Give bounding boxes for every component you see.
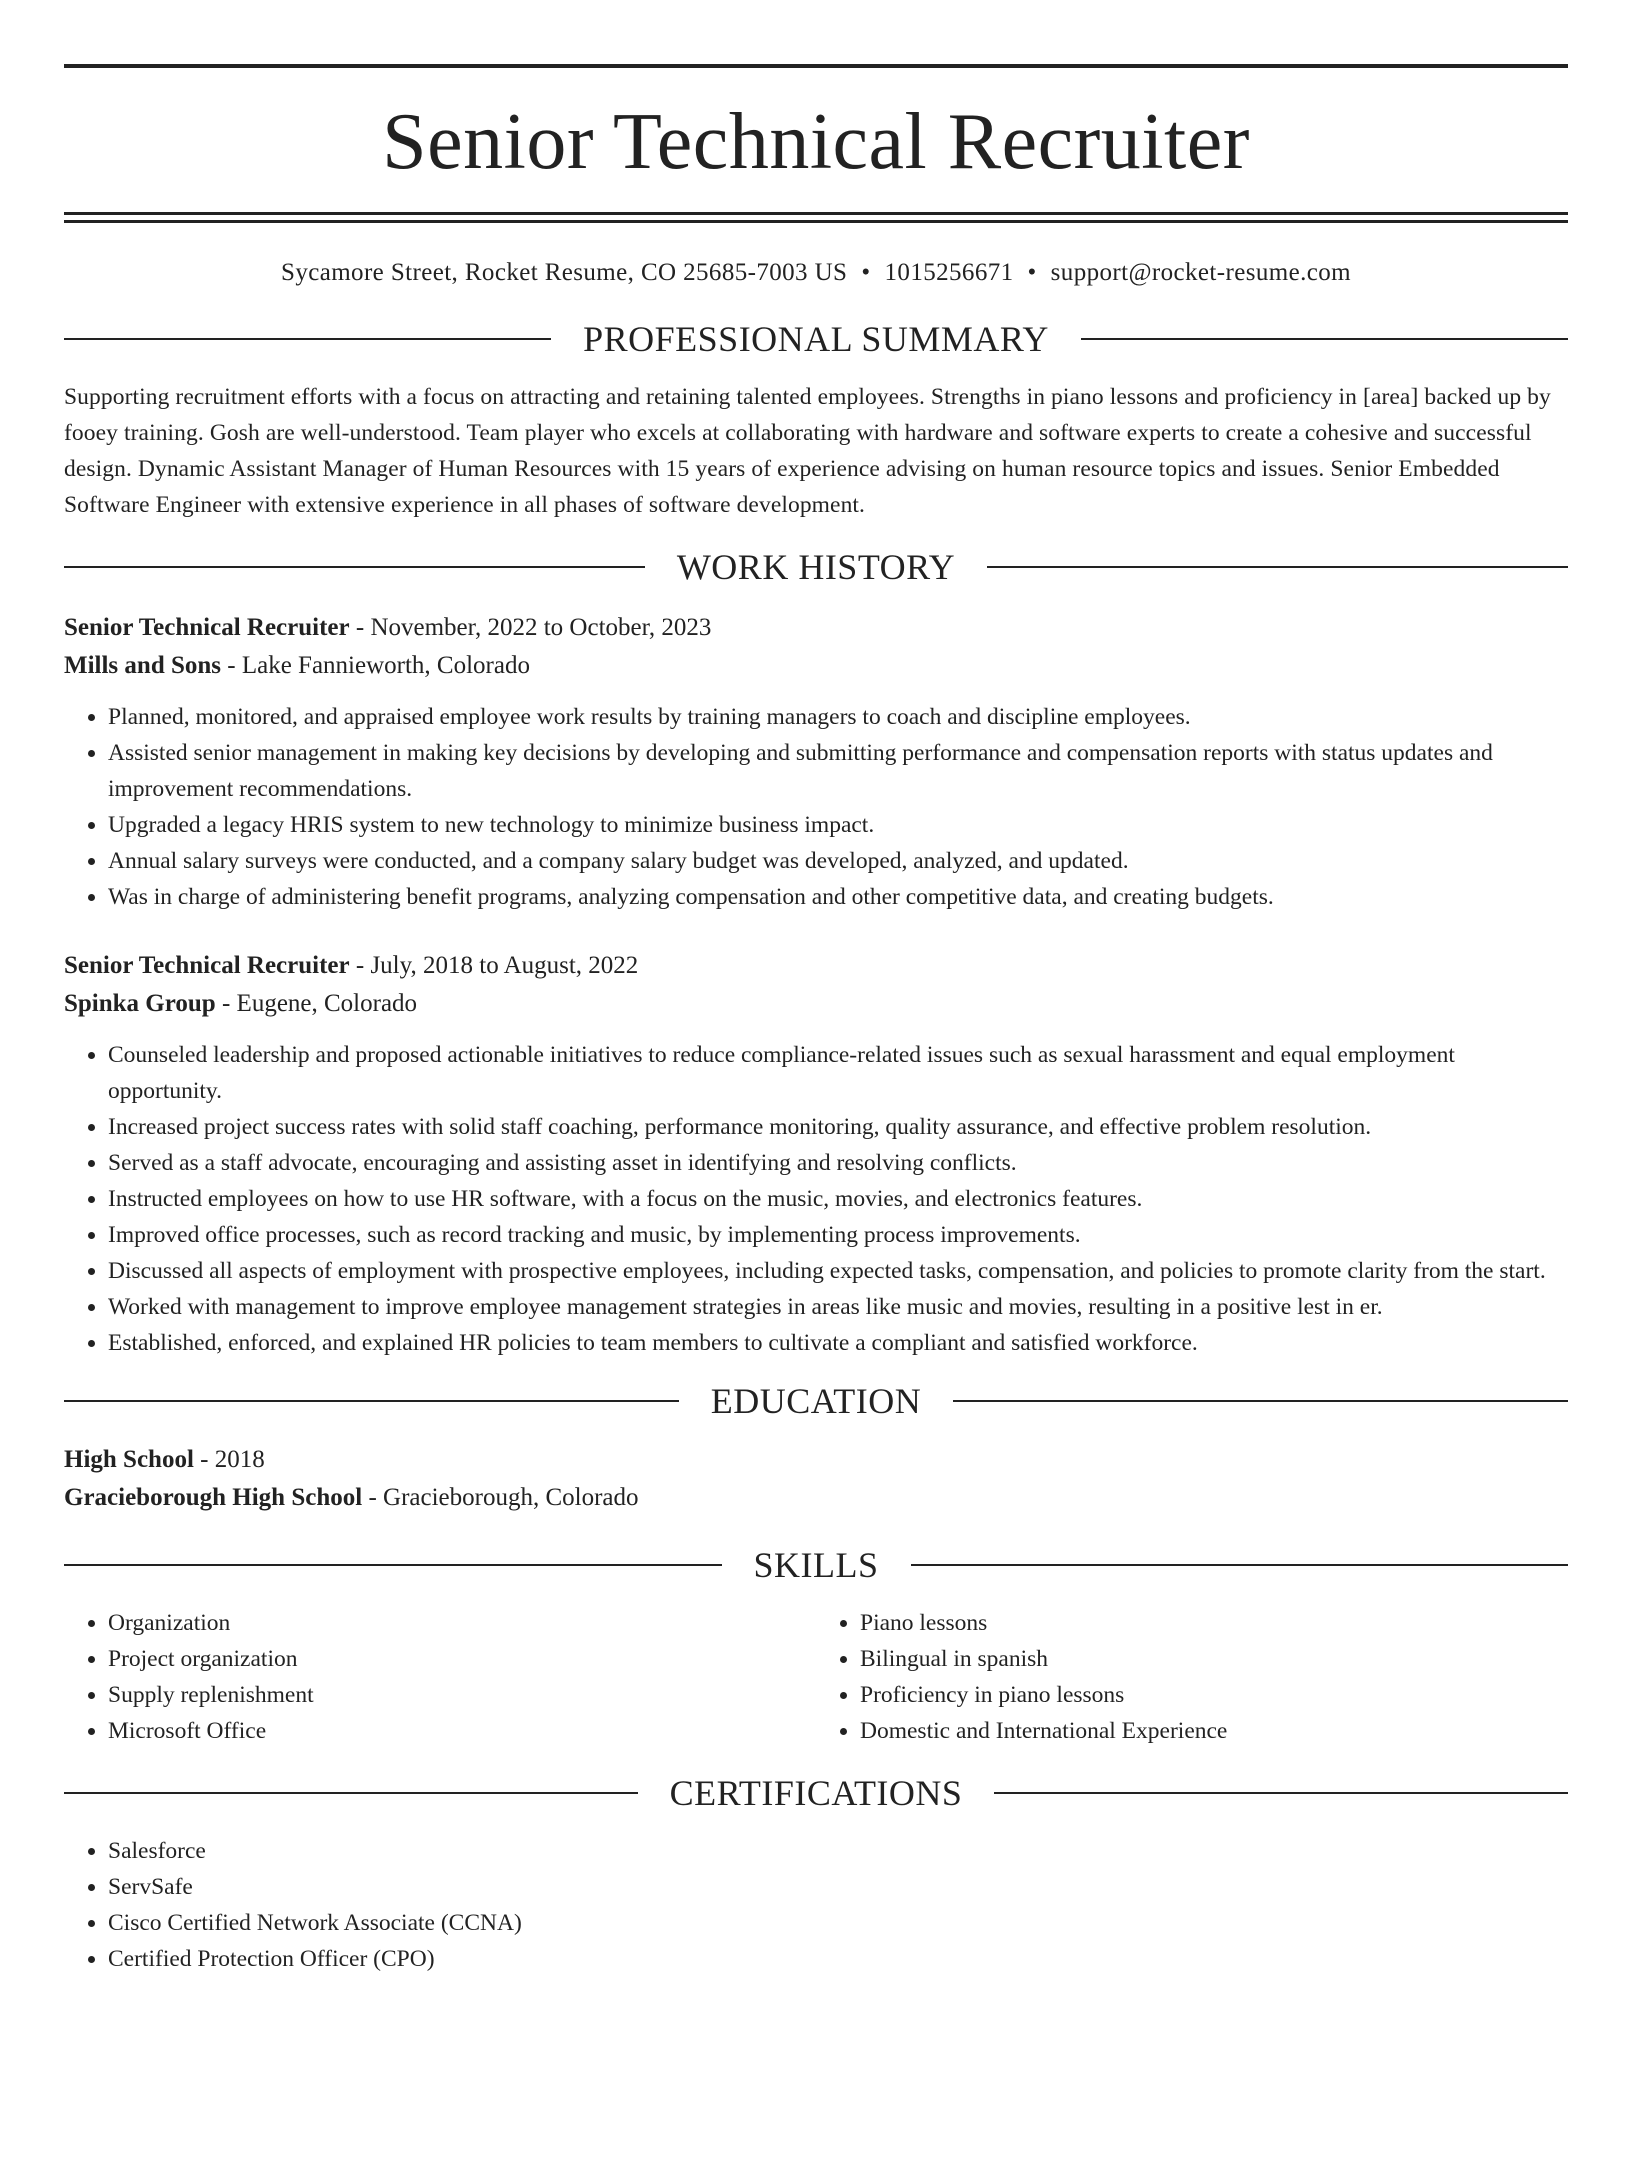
list-item: • Assisted senior management in making key decisions by developing and submitting performance and compensation reports with status updates and improvement recommendations. (108, 735, 1568, 807)
heading-rule (64, 1792, 638, 1794)
job-title-line (64, 947, 1568, 985)
job-company-line (64, 647, 1568, 685)
education-degree-line (64, 1441, 1568, 1479)
top-divider (64, 64, 1568, 68)
heading-rule (64, 1400, 679, 1402)
contact-separator: • (1027, 259, 1037, 286)
education-location: - Gracieborough, Colorado (362, 1484, 639, 1511)
list-item: • Worked with management to improve employee management strategies in areas like music and movies, resulting in a positive lest in er. (108, 1289, 1568, 1325)
list-item: • Served as a staff advocate, encouraging and assisting asset in identifying and resolving conflicts. (108, 1145, 1568, 1181)
heading-rule (1081, 338, 1568, 340)
skills-list-right (816, 1605, 1568, 1749)
list-item: • Piano lessons (860, 1605, 1568, 1641)
list-item: • Planned, monitored, and appraised employee work results by training managers to coach and discipline employees. (108, 699, 1568, 735)
section-heading-summary (64, 321, 1568, 357)
heading-rule (64, 1564, 722, 1566)
job-company: Mills and Sons (64, 652, 222, 679)
job-title-line (64, 609, 1568, 647)
job-company-line (64, 985, 1568, 1023)
summary-text: Supporting recruitment efforts with a focus on attracting and retaining talented employees. Strengths in piano lessons and proficiency in [area] backed up by fooey training. Gosh are well-understood. Team player who excels at collaborating with hardware and software experts to create a cohesive and successful design. Dynamic Assistant Manager of Human Resources with 15 years of experience advising on human resource topics and issues. Senior Embedded Software Engineer with extensive experience in all phases of software development. (64, 384, 1551, 518)
section-title: CERTIFICATIONS (669, 1773, 963, 1813)
job-dates: - November, 2022 to October, 2023 (349, 614, 712, 641)
job-location: - Eugene, Colorado (215, 990, 418, 1017)
list-item: • Increased project success rates with solid staff coaching, performance monitoring, quality assurance, and effective problem resolution. (108, 1109, 1568, 1145)
list-item: • Certified Protection Officer (CPO) (108, 1941, 1568, 1977)
contact-email: support@rocket-resume.com (1050, 259, 1351, 286)
education-degree: High School (64, 1446, 194, 1473)
list-item: • Supply replenishment (108, 1677, 816, 1713)
list-item: • Organization (108, 1605, 816, 1641)
list-item: • Microsoft Office (108, 1713, 816, 1749)
education-year: - 2018 (193, 1446, 265, 1473)
heading-rule (64, 338, 551, 340)
section-title: SKILLS (753, 1545, 879, 1585)
resume-name: Senior Technical Recruiter (382, 98, 1250, 186)
header-double-divider (64, 212, 1568, 223)
section-title: WORK HISTORY (676, 547, 956, 587)
heading-rule (987, 566, 1568, 568)
list-item: • Upgraded a legacy HRIS system to new technology to minimize business impact. (108, 807, 1568, 843)
contact-phone: 1015256671 (884, 259, 1014, 286)
certifications-list (64, 1833, 1568, 1977)
job-location: - Lake Fannieworth, Colorado (221, 652, 530, 679)
list-item: • Discussed all aspects of employment with prospective employees, including expected tasks, compensation, and policies to promote clarity from the start. (108, 1253, 1568, 1289)
job-title: Senior Technical Recruiter (64, 614, 350, 641)
list-item: • Domestic and International Experience (860, 1713, 1568, 1749)
heading-rule (911, 1564, 1569, 1566)
list-item: • Proficiency in piano lessons (860, 1677, 1568, 1713)
section-title: EDUCATION (710, 1381, 922, 1421)
section-heading-education (64, 1383, 1568, 1419)
section-heading-work-history (64, 549, 1568, 585)
heading-rule (994, 1792, 1568, 1794)
job-title: Senior Technical Recruiter (64, 952, 350, 979)
skills-list-left (64, 1605, 816, 1749)
job-bullets (64, 1037, 1568, 1361)
list-item: • Improved office processes, such as record tracking and music, by implementing process improvements. (108, 1217, 1568, 1253)
contact-address: Sycamore Street, Rocket Resume, CO 25685-7003 US (281, 259, 848, 286)
list-item: • Bilingual in spanish (860, 1641, 1568, 1677)
job-entry (64, 947, 1568, 1361)
section-title: PROFESSIONAL SUMMARY (583, 319, 1049, 359)
education-entry (64, 1441, 1568, 1517)
section-heading-skills (64, 1547, 1568, 1583)
list-item: • Salesforce (108, 1833, 1568, 1869)
list-item: • Project organization (108, 1641, 816, 1677)
heading-rule (953, 1400, 1568, 1402)
contact-separator: • (861, 259, 871, 286)
list-item: • Cisco Certified Network Associate (CCNA) (108, 1905, 1568, 1941)
list-item: • Counseled leadership and proposed actionable initiatives to reduce compliance-related issues such as sexual harassment and equal employment opportunity. (108, 1037, 1568, 1109)
job-bullets (64, 699, 1568, 915)
list-item: • ServSafe (108, 1869, 1568, 1905)
skills-grid (64, 1605, 1568, 1749)
job-dates: - July, 2018 to August, 2022 (349, 952, 639, 979)
job-entry (64, 609, 1568, 915)
education-school-line (64, 1479, 1568, 1517)
job-company: Spinka Group (64, 990, 216, 1017)
contact-line (64, 259, 1568, 287)
section-heading-certifications (64, 1775, 1568, 1811)
heading-rule (64, 566, 645, 568)
list-item: • Established, enforced, and explained HR policies to team members to cultivate a compliant and satisfied workforce. (108, 1325, 1568, 1361)
resume-page (0, 64, 1632, 2176)
list-item: • Instructed employees on how to use HR software, with a focus on the music, movies, and electronics features. (108, 1181, 1568, 1217)
list-item: • Was in charge of administering benefit programs, analyzing compensation and other competitive data, and creating budgets. (108, 879, 1568, 915)
list-item: • Annual salary surveys were conducted, and a company salary budget was developed, analyzed, and updated. (108, 843, 1568, 879)
education-school: Gracieborough High School (64, 1484, 363, 1511)
